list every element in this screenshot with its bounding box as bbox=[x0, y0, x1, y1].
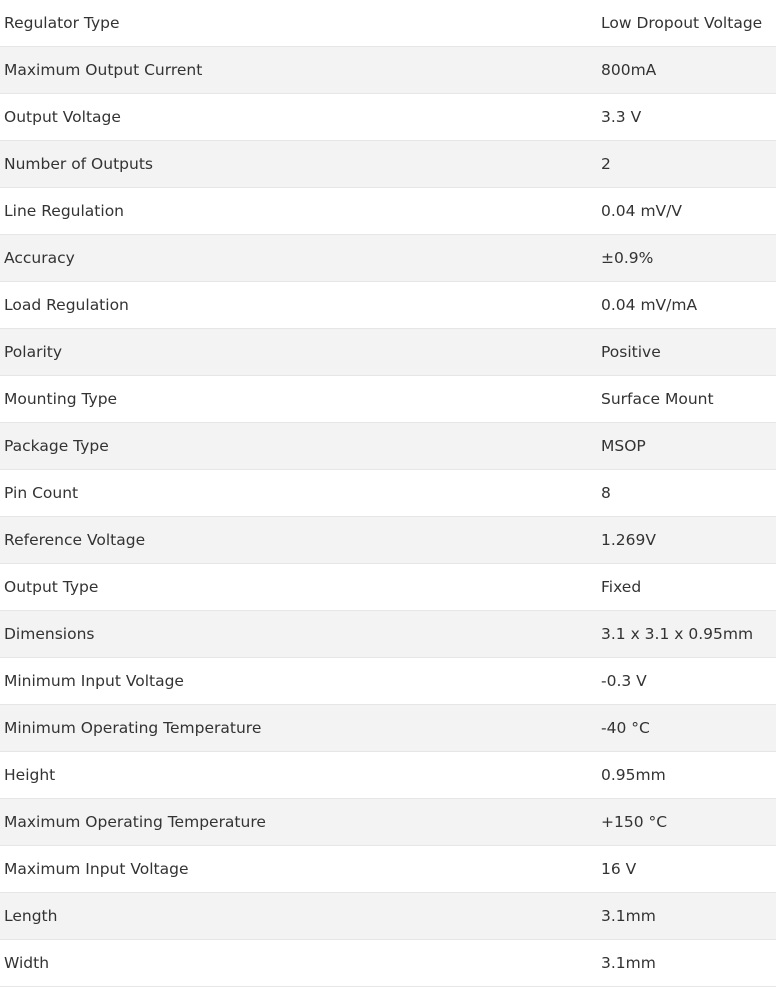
spec-name: Mounting Type bbox=[0, 376, 597, 423]
spec-name: Output Type bbox=[0, 564, 597, 611]
spec-name: Load Regulation bbox=[0, 282, 597, 329]
spec-value: MSOP bbox=[597, 423, 776, 470]
spec-value: Surface Mount bbox=[597, 376, 776, 423]
table-row bbox=[0, 141, 776, 188]
table-row bbox=[0, 0, 776, 47]
spec-value: 0.04 mV/V bbox=[597, 188, 776, 235]
spec-value: 3.1mm bbox=[597, 893, 776, 940]
table-row bbox=[0, 799, 776, 846]
spec-name: Dimensions bbox=[0, 611, 597, 658]
spec-name: Minimum Input Voltage bbox=[0, 658, 597, 705]
table-row bbox=[0, 282, 776, 329]
table-row bbox=[0, 705, 776, 752]
table-row bbox=[0, 188, 776, 235]
spec-name: Pin Count bbox=[0, 470, 597, 517]
spec-name: Regulator Type bbox=[0, 0, 597, 47]
spec-name: Maximum Operating Temperature bbox=[0, 799, 597, 846]
table-row bbox=[0, 329, 776, 376]
spec-value: 0.95mm bbox=[597, 752, 776, 799]
table-row bbox=[0, 611, 776, 658]
spec-name: Accuracy bbox=[0, 235, 597, 282]
spec-value: Fixed bbox=[597, 564, 776, 611]
spec-value: +150 °C bbox=[597, 799, 776, 846]
spec-value: 1.269V bbox=[597, 517, 776, 564]
spec-value: 8 bbox=[597, 470, 776, 517]
spec-name: Maximum Output Current bbox=[0, 47, 597, 94]
spec-value: 800mA bbox=[597, 47, 776, 94]
spec-value: ±0.9% bbox=[597, 235, 776, 282]
spec-value: -0.3 V bbox=[597, 658, 776, 705]
table-row bbox=[0, 94, 776, 141]
table-row bbox=[0, 564, 776, 611]
table-row bbox=[0, 517, 776, 564]
spec-name: Reference Voltage bbox=[0, 517, 597, 564]
spec-name: Output Voltage bbox=[0, 94, 597, 141]
table-row bbox=[0, 846, 776, 893]
table-row bbox=[0, 376, 776, 423]
spec-name: Height bbox=[0, 752, 597, 799]
table-row bbox=[0, 940, 776, 987]
spec-name: Line Regulation bbox=[0, 188, 597, 235]
table-row bbox=[0, 235, 776, 282]
spec-name: Maximum Input Voltage bbox=[0, 846, 597, 893]
spec-value: 3.1 x 3.1 x 0.95mm bbox=[597, 611, 776, 658]
spec-value: 0.04 mV/mA bbox=[597, 282, 776, 329]
spec-value: 3.3 V bbox=[597, 94, 776, 141]
table-row bbox=[0, 893, 776, 940]
spec-name: Polarity bbox=[0, 329, 597, 376]
spec-name: Width bbox=[0, 940, 597, 987]
table-row bbox=[0, 47, 776, 94]
spec-value: 16 V bbox=[597, 846, 776, 893]
spec-value: 2 bbox=[597, 141, 776, 188]
table-row bbox=[0, 658, 776, 705]
spec-value: -40 °C bbox=[597, 705, 776, 752]
spec-value: Low Dropout Voltage bbox=[597, 0, 776, 47]
spec-value: 3.1mm bbox=[597, 940, 776, 987]
table-row bbox=[0, 752, 776, 799]
spec-name: Minimum Operating Temperature bbox=[0, 705, 597, 752]
table-row bbox=[0, 470, 776, 517]
spec-name: Number of Outputs bbox=[0, 141, 597, 188]
spec-value: Positive bbox=[597, 329, 776, 376]
spec-name: Package Type bbox=[0, 423, 597, 470]
table-row bbox=[0, 423, 776, 470]
spec-name: Length bbox=[0, 893, 597, 940]
